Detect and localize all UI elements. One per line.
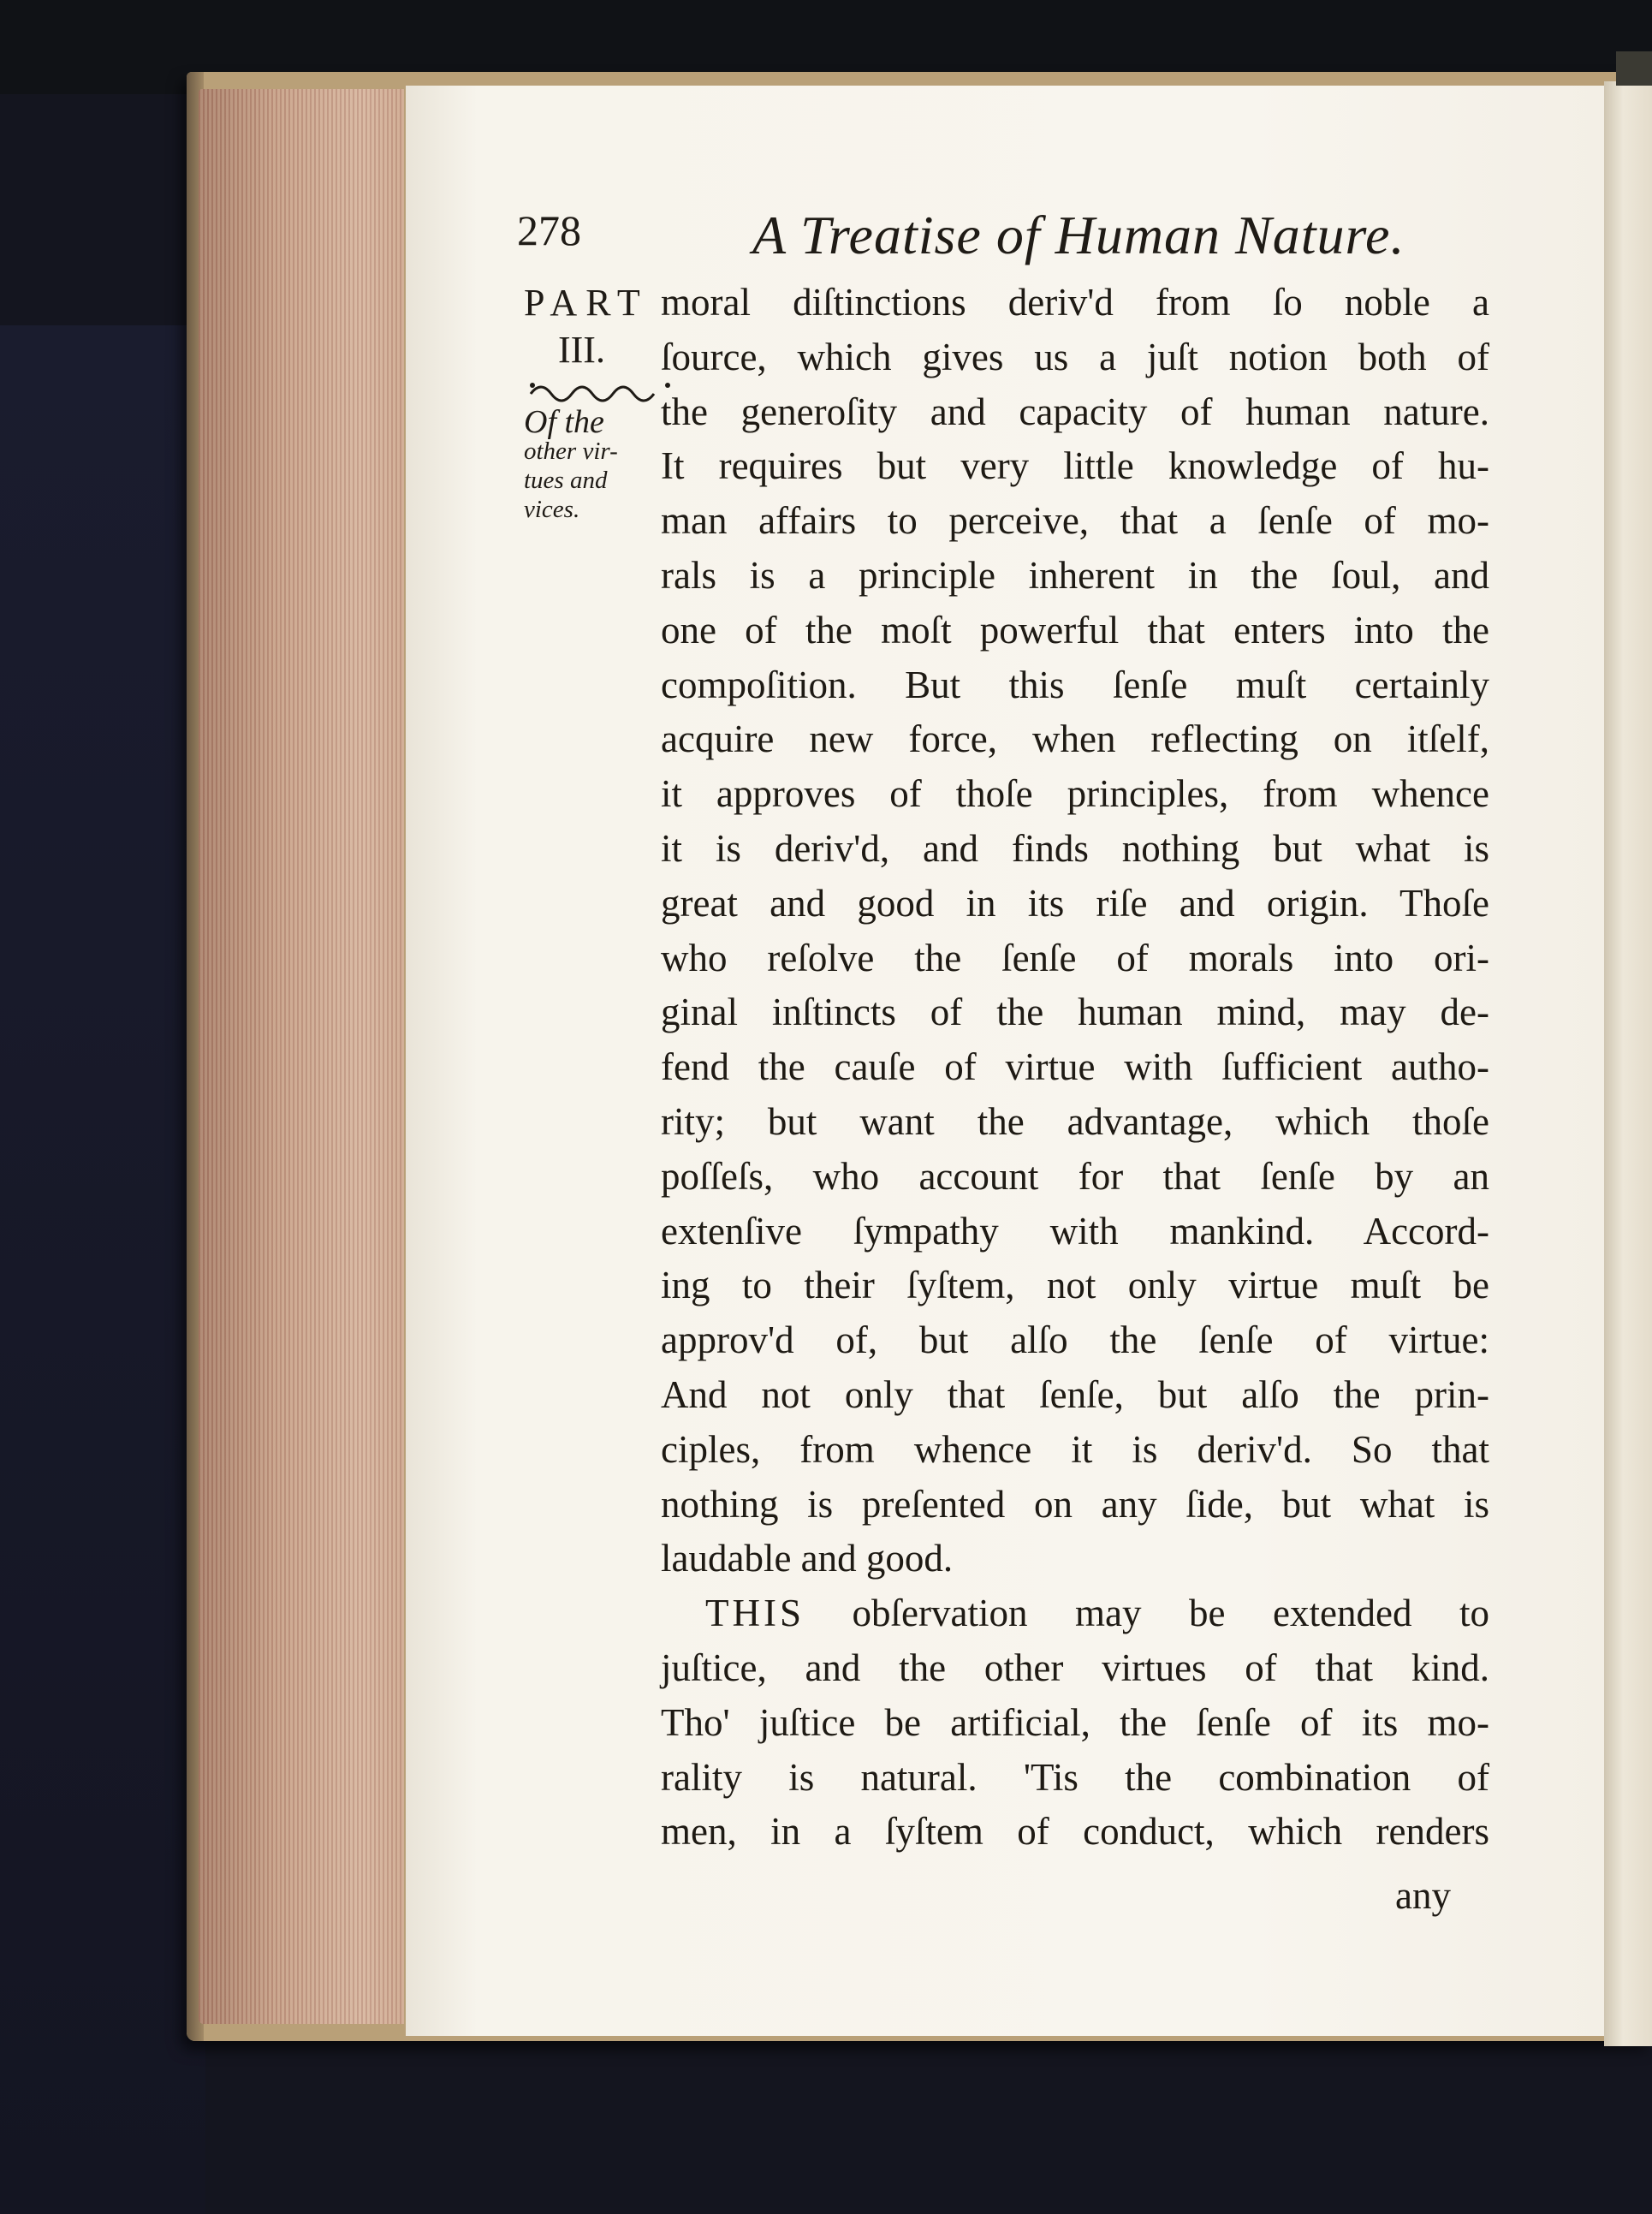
body-line: juſtice, and the other virtues of that kind. [661,1646,1489,1689]
body-line: the generoſity and capacity of human nature. [661,390,1489,433]
running-title: A Treatise of Human Nature. [752,205,1405,265]
body-line: men, in a ſyſtem of conduct, which renders [661,1810,1489,1854]
body-line: acquire new force, when reflecting on itſelf, [661,717,1489,761]
body-line: rity; but want the advantage, which thoſe [661,1099,1489,1143]
body-line: great and good in its riſe and origin. Thoſe [661,881,1489,925]
body-line: approv'd of, but alſo the ſenſe of virtue: [661,1318,1489,1362]
page-edges [199,89,404,2024]
margin-note-line-2: other vir- [524,437,618,465]
body-line: poſſeſs, who account for that ſenſe by an [661,1154,1489,1198]
paragraph-2-first-line [661,1586,1489,1641]
body-line: moral diſtinctions deriv'd from ſo noble a [661,281,1489,324]
body-line: nothing is preſented on any ſide, but what is [661,1482,1489,1526]
margin-part-label [524,281,669,372]
body-line: It requires but very little knowledge of hu- [661,444,1489,488]
body-line: who reſolve the ſenſe of morals into ori- [661,936,1489,979]
body-line: fend the cauſe of virtue with ſufficient autho- [661,1045,1489,1089]
paragraph-lead-word: THIS [705,1592,805,1635]
paragraph-2-first-rest: obſervation may be extended to [852,1592,1490,1635]
corner-shadow [1616,51,1652,86]
body-line: compoſition. But this ſenſe muſt certainly [661,663,1489,706]
body-line: Tho' juſtice be artificial, the ſenſe of its mo- [661,1700,1489,1744]
body-line: rality is natural. 'Tis the combination of [661,1755,1489,1799]
body-line: it approves of thoſe principles, from whence [661,772,1489,816]
background-left [0,325,205,2214]
margin-note [524,404,652,524]
margin-note-line-4: vices. [524,496,580,523]
body-text [661,276,1489,1860]
body-line: ſource, which gives us a juſt notion both of [661,335,1489,378]
ornament-icon [527,377,673,402]
body-line: ginal inſtincts of the human mind, may de- [661,991,1489,1034]
margin-note-line-3: tues and [524,467,608,494]
body-line: rals is a principle inherent in the ſoul, and [661,553,1489,597]
catchword: any [1395,1874,1451,1917]
part-number: III. [558,329,605,371]
facing-page-edge [1604,81,1652,2046]
running-head [517,205,1459,265]
part-word: PART [524,282,649,324]
body-line: ciples, from whence it is deriv'd. So that [661,1427,1489,1471]
body-line: man affairs to perceive, that a ſenſe of mo- [661,499,1489,543]
body-line: it is deriv'd, and finds nothing but what is [661,826,1489,870]
body-line: ing to their ſyſtem, not only virtue muſt be [661,1264,1489,1307]
body-line: And not only that ſenſe, but alſo the prin- [661,1372,1489,1416]
body-line: laudable and good. [661,1537,954,1580]
body-line: extenſive ſympathy with mankind. Accord- [661,1209,1489,1253]
margin-note-line-1: Of the [524,404,604,440]
page-number: 278 [517,206,581,254]
body-line: one of the moſt powerful that enters into the [661,608,1489,652]
